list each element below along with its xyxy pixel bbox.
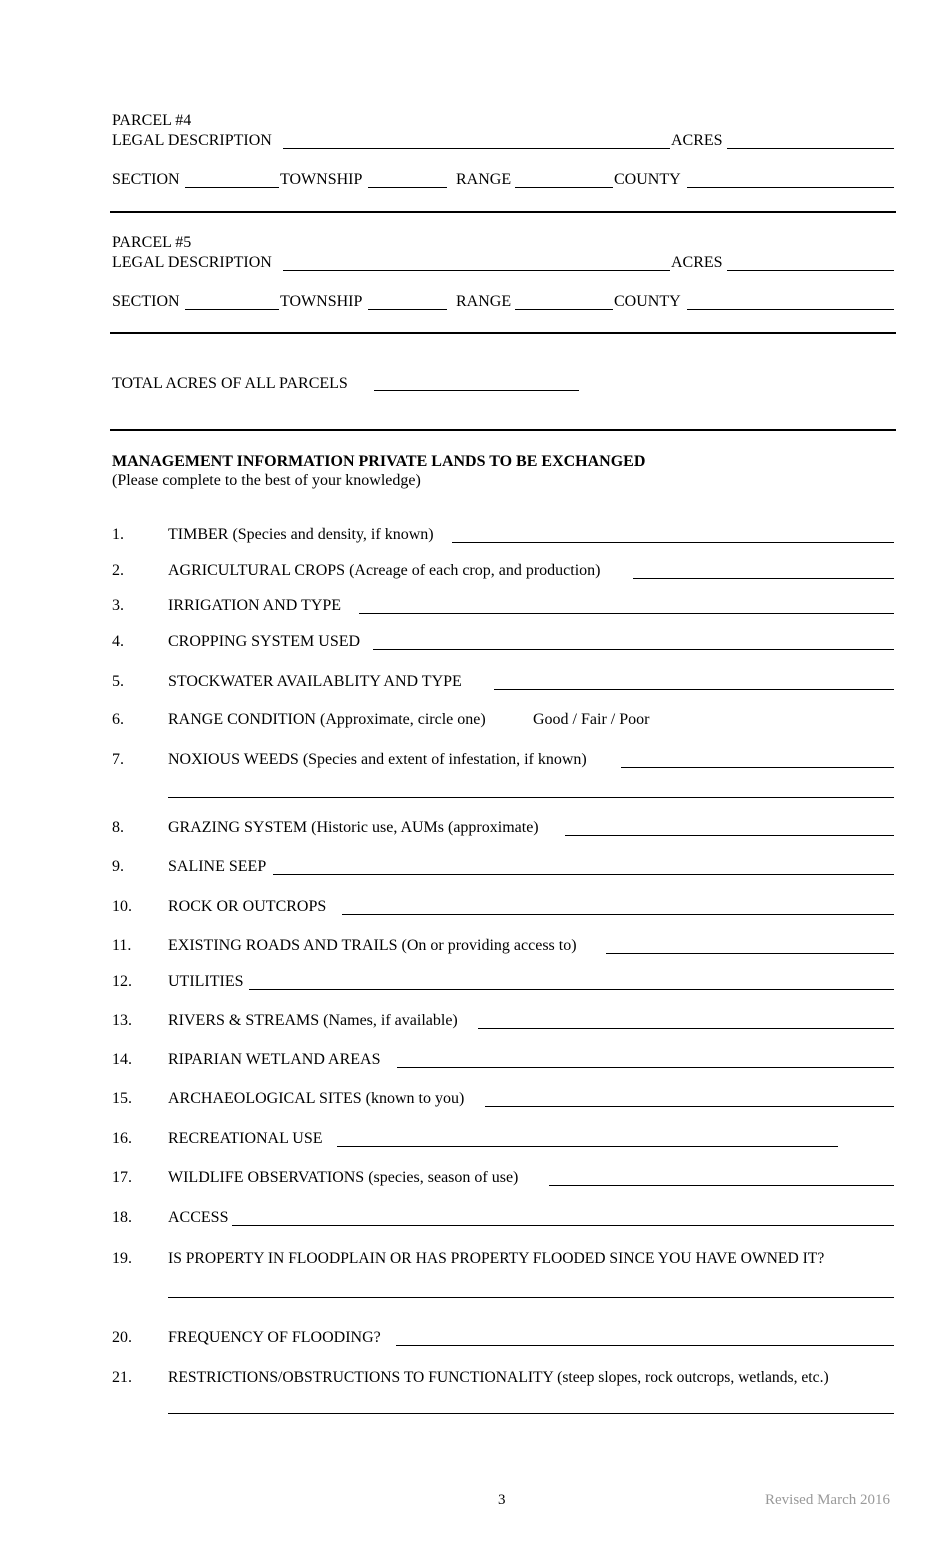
item-label-flooding-frequency: FREQUENCY OF FLOODING? <box>168 1329 381 1346</box>
parcel4-section-field[interactable] <box>185 187 279 188</box>
item-label-timber: TIMBER (Species and density, if known) <box>168 526 434 543</box>
item-number: 5. <box>112 673 124 690</box>
item-number: 14. <box>112 1051 132 1068</box>
item-number: 15. <box>112 1090 132 1107</box>
item-field-agricultural-crops[interactable] <box>633 578 894 579</box>
item-label-range-condition: RANGE CONDITION (Approximate, circle one) <box>168 711 486 728</box>
item-field-stockwater[interactable] <box>494 689 894 690</box>
item-number: 8. <box>112 819 124 836</box>
item-field-grazing-system[interactable] <box>565 835 894 836</box>
item-field-irrigation[interactable] <box>359 613 894 614</box>
item-number: 6. <box>112 711 124 728</box>
item-field-cropping-system[interactable] <box>373 649 894 650</box>
item-field-access[interactable] <box>232 1225 894 1226</box>
parcel4-acres-label: ACRES <box>671 132 723 149</box>
parcel5-township-label: TOWNSHIP <box>280 293 363 310</box>
parcel5-acres-label: ACRES <box>671 254 723 271</box>
item-number: 18. <box>112 1209 132 1226</box>
range-condition-options[interactable]: Good / Fair / Poor <box>533 711 650 728</box>
item-number: 9. <box>112 858 124 875</box>
item-field-rock-outcrops[interactable] <box>342 914 894 915</box>
parcel5-legal-label: LEGAL DESCRIPTION <box>112 254 272 271</box>
parcel5-section-label: SECTION <box>112 293 180 310</box>
parcel5-acres-field[interactable] <box>727 270 894 271</box>
total-acres-label: TOTAL ACRES OF ALL PARCELS <box>112 375 348 392</box>
item-number: 13. <box>112 1012 132 1029</box>
parcel5-title: PARCEL #5 <box>112 234 192 251</box>
item-field-riparian-wetland[interactable] <box>397 1067 894 1068</box>
item-field-noxious-weeds[interactable] <box>621 767 894 768</box>
item-number: 12. <box>112 973 132 990</box>
item-label-saline-seep: SALINE SEEP <box>168 858 267 875</box>
item-label-recreational-use: RECREATIONAL USE <box>168 1130 323 1147</box>
item-number: 3. <box>112 597 124 614</box>
item-field-recreational-use[interactable] <box>337 1146 838 1147</box>
management-heading: MANAGEMENT INFORMATION PRIVATE LANDS TO BE EXCHANGED <box>112 453 646 470</box>
item-label-archaeological-sites: ARCHAEOLOGICAL SITES (known to you) <box>168 1090 465 1107</box>
item-field-restrictions[interactable] <box>168 1413 894 1414</box>
item-label-utilities: UTILITIES <box>168 973 244 990</box>
item-number: 1. <box>112 526 124 543</box>
parcel4-township-label: TOWNSHIP <box>280 171 363 188</box>
item-field-saline-seep[interactable] <box>273 874 894 875</box>
section-divider <box>110 332 896 334</box>
item-label-roads-trails: EXISTING ROADS AND TRAILS (On or providing access to) <box>168 937 577 954</box>
parcel5-range-label: RANGE <box>456 293 512 310</box>
item-field-archaeological-sites[interactable] <box>485 1106 894 1107</box>
item-number: 2. <box>112 562 124 579</box>
parcel4-county-label: COUNTY <box>614 171 681 188</box>
item-field-floodplain[interactable] <box>168 1297 894 1298</box>
parcel5-township-field[interactable] <box>368 309 447 310</box>
item-label-agricultural-crops: AGRICULTURAL CROPS (Acreage of each crop, and production) <box>168 562 601 579</box>
parcel4-range-label: RANGE <box>456 171 512 188</box>
item-field-noxious-weeds-continued[interactable] <box>168 797 894 798</box>
parcel4-county-field[interactable] <box>687 187 894 188</box>
item-field-flooding-frequency[interactable] <box>396 1345 894 1346</box>
item-field-rivers-streams[interactable] <box>478 1028 894 1029</box>
parcel5-legal-field[interactable] <box>283 270 670 271</box>
revised-date: Revised March 2016 <box>765 1492 890 1508</box>
item-label-wildlife-observations: WILDLIFE OBSERVATIONS (species, season of use) <box>168 1169 519 1186</box>
parcel5-county-label: COUNTY <box>614 293 681 310</box>
management-subheading: (Please complete to the best of your knowledge) <box>112 472 421 489</box>
item-label-grazing-system: GRAZING SYSTEM (Historic use, AUMs (approximate) <box>168 819 539 836</box>
parcel4-title: PARCEL #4 <box>112 112 192 129</box>
parcel4-acres-field[interactable] <box>727 148 894 149</box>
parcel4-section-label: SECTION <box>112 171 180 188</box>
item-field-roads-trails[interactable] <box>606 953 894 954</box>
item-label-restrictions: RESTRICTIONS/OBSTRUCTIONS TO FUNCTIONALITY (steep slopes, rock outcrops, wetlands, etc.) <box>168 1369 829 1386</box>
item-label-rock-outcrops: ROCK OR OUTCROPS <box>168 898 327 915</box>
item-label-access: ACCESS <box>168 1209 229 1226</box>
parcel5-range-field[interactable] <box>515 309 613 310</box>
parcel4-township-field[interactable] <box>368 187 447 188</box>
item-label-cropping-system: CROPPING SYSTEM USED <box>168 633 361 650</box>
item-number: 20. <box>112 1329 132 1346</box>
item-label-irrigation: IRRIGATION AND TYPE <box>168 597 342 614</box>
item-label-floodplain: IS PROPERTY IN FLOODPLAIN OR HAS PROPERTY FLOODED SINCE YOU HAVE OWNED IT? <box>168 1250 825 1267</box>
section-divider <box>110 211 896 213</box>
item-number: 11. <box>112 937 132 954</box>
item-number: 21. <box>112 1369 132 1386</box>
item-label-noxious-weeds: NOXIOUS WEEDS (Species and extent of infestation, if known) <box>168 751 587 768</box>
item-label-rivers-streams: RIVERS & STREAMS (Names, if available) <box>168 1012 458 1029</box>
parcel4-range-field[interactable] <box>515 187 613 188</box>
parcel4-legal-label: LEGAL DESCRIPTION <box>112 132 272 149</box>
page-number: 3 <box>498 1492 506 1508</box>
item-field-utilities[interactable] <box>249 989 894 990</box>
section-divider <box>110 429 896 431</box>
parcel5-county-field[interactable] <box>687 309 894 310</box>
item-label-stockwater: STOCKWATER AVAILABLITY AND TYPE <box>168 673 462 690</box>
item-field-timber[interactable] <box>452 542 894 543</box>
item-number: 16. <box>112 1130 132 1147</box>
item-field-wildlife-observations[interactable] <box>549 1185 894 1186</box>
parcel5-section-field[interactable] <box>185 309 279 310</box>
item-number: 17. <box>112 1169 132 1186</box>
item-number: 7. <box>112 751 124 768</box>
item-number: 10. <box>112 898 132 915</box>
total-acres-field[interactable] <box>374 390 579 391</box>
item-number: 19. <box>112 1250 132 1267</box>
item-label-riparian-wetland: RIPARIAN WETLAND AREAS <box>168 1051 381 1068</box>
item-number: 4. <box>112 633 124 650</box>
parcel4-legal-field[interactable] <box>283 148 670 149</box>
